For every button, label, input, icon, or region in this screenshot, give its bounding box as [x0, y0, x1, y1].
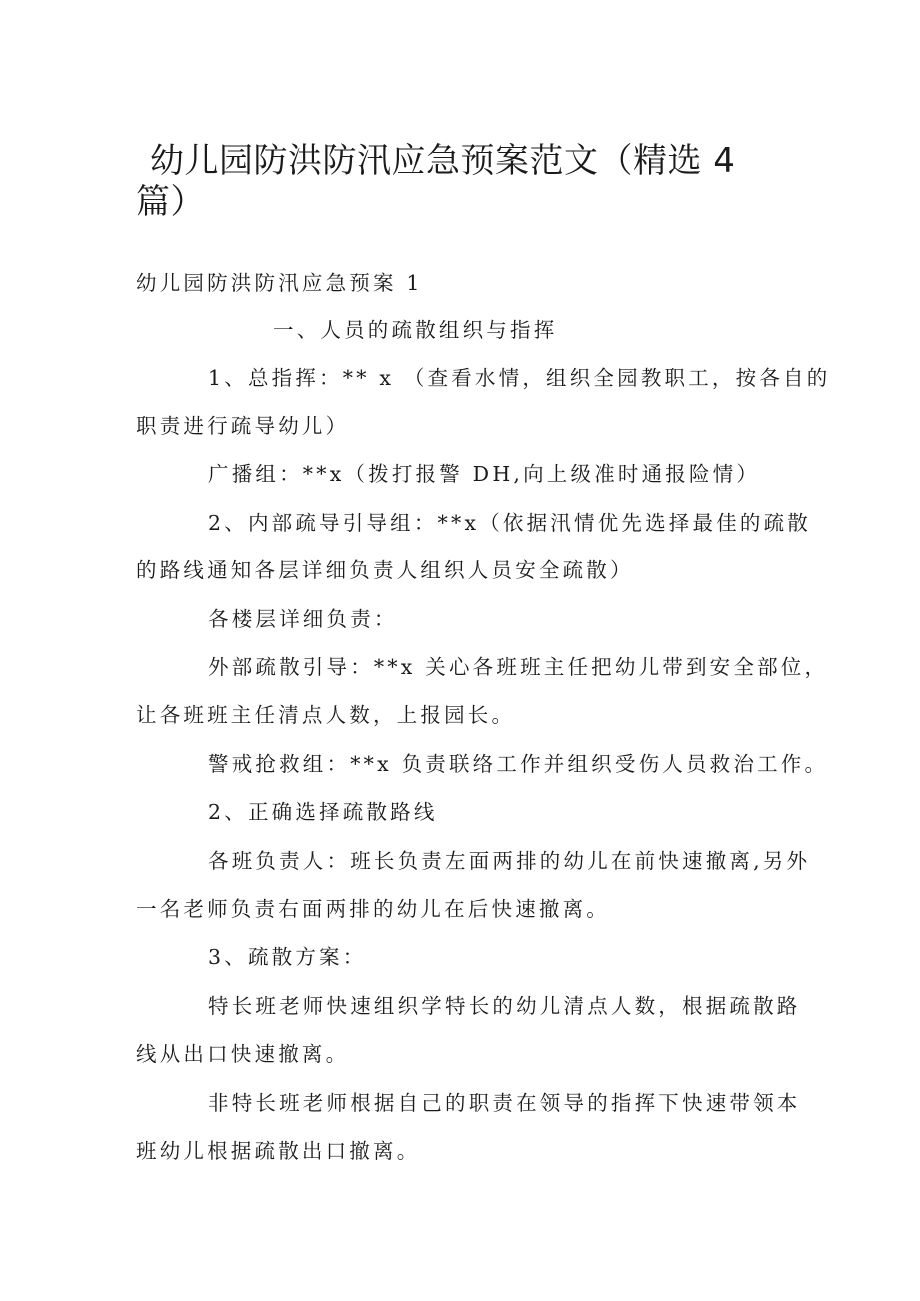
paragraph-line: 外部疏散引导：**x 关心各班班主任把幼儿带到安全部位，: [208, 655, 829, 679]
subsection-heading: 一、人员的疏散组织与指挥: [273, 318, 558, 342]
paragraph-line: 3、疏散方案：: [208, 945, 367, 969]
paragraph-line: 2、正确选择疏散路线: [208, 800, 438, 824]
paragraph-line: 非特长班老师根据自己的职责在领导的指挥下快速带领本: [208, 1091, 801, 1115]
paragraph-line: 线从出口快速撤离。: [136, 1042, 350, 1066]
document-title: 幼儿园防洪防汛应急预案范文（精选 4 篇）: [136, 141, 736, 222]
paragraph-line: 2、内部疏导引导组：**x（依据汛情优先选择最佳的疏散: [208, 511, 812, 535]
paragraph-line: 让各班班主任清点人数，上报园长。: [136, 703, 516, 727]
paragraph-line: 一名老师负责右面两排的幼儿在后快速撤离。: [136, 897, 610, 921]
paragraph-line: 班幼儿根据疏散出口撤离。: [136, 1139, 421, 1163]
paragraph-line: 警戒抢救组：**x 负责联络工作并组织受伤人员救治工作。: [208, 752, 829, 776]
paragraph-line: 特长班老师快速组织学特长的幼儿清点人数，根据疏散路: [208, 994, 801, 1018]
paragraph-line: 1、总指挥：** x （查看水情，组织全园教职工，按各自的: [208, 366, 831, 390]
section-heading: 幼儿园防洪防汛应急预案 1: [136, 271, 423, 295]
paragraph-line: 的路线通知各层详细负责人组织人员安全疏散）: [136, 558, 634, 582]
paragraph-line: 广播组：**x（拨打报警 DH,向上级准时通报险情）: [208, 462, 761, 486]
paragraph-line: 各班负责人：班长负责左面两排的幼儿在前快速撤离,另外: [208, 849, 811, 873]
paragraph-line: 职责进行疏导幼儿）: [136, 414, 350, 438]
paragraph-line: 各楼层详细负责：: [208, 607, 398, 631]
